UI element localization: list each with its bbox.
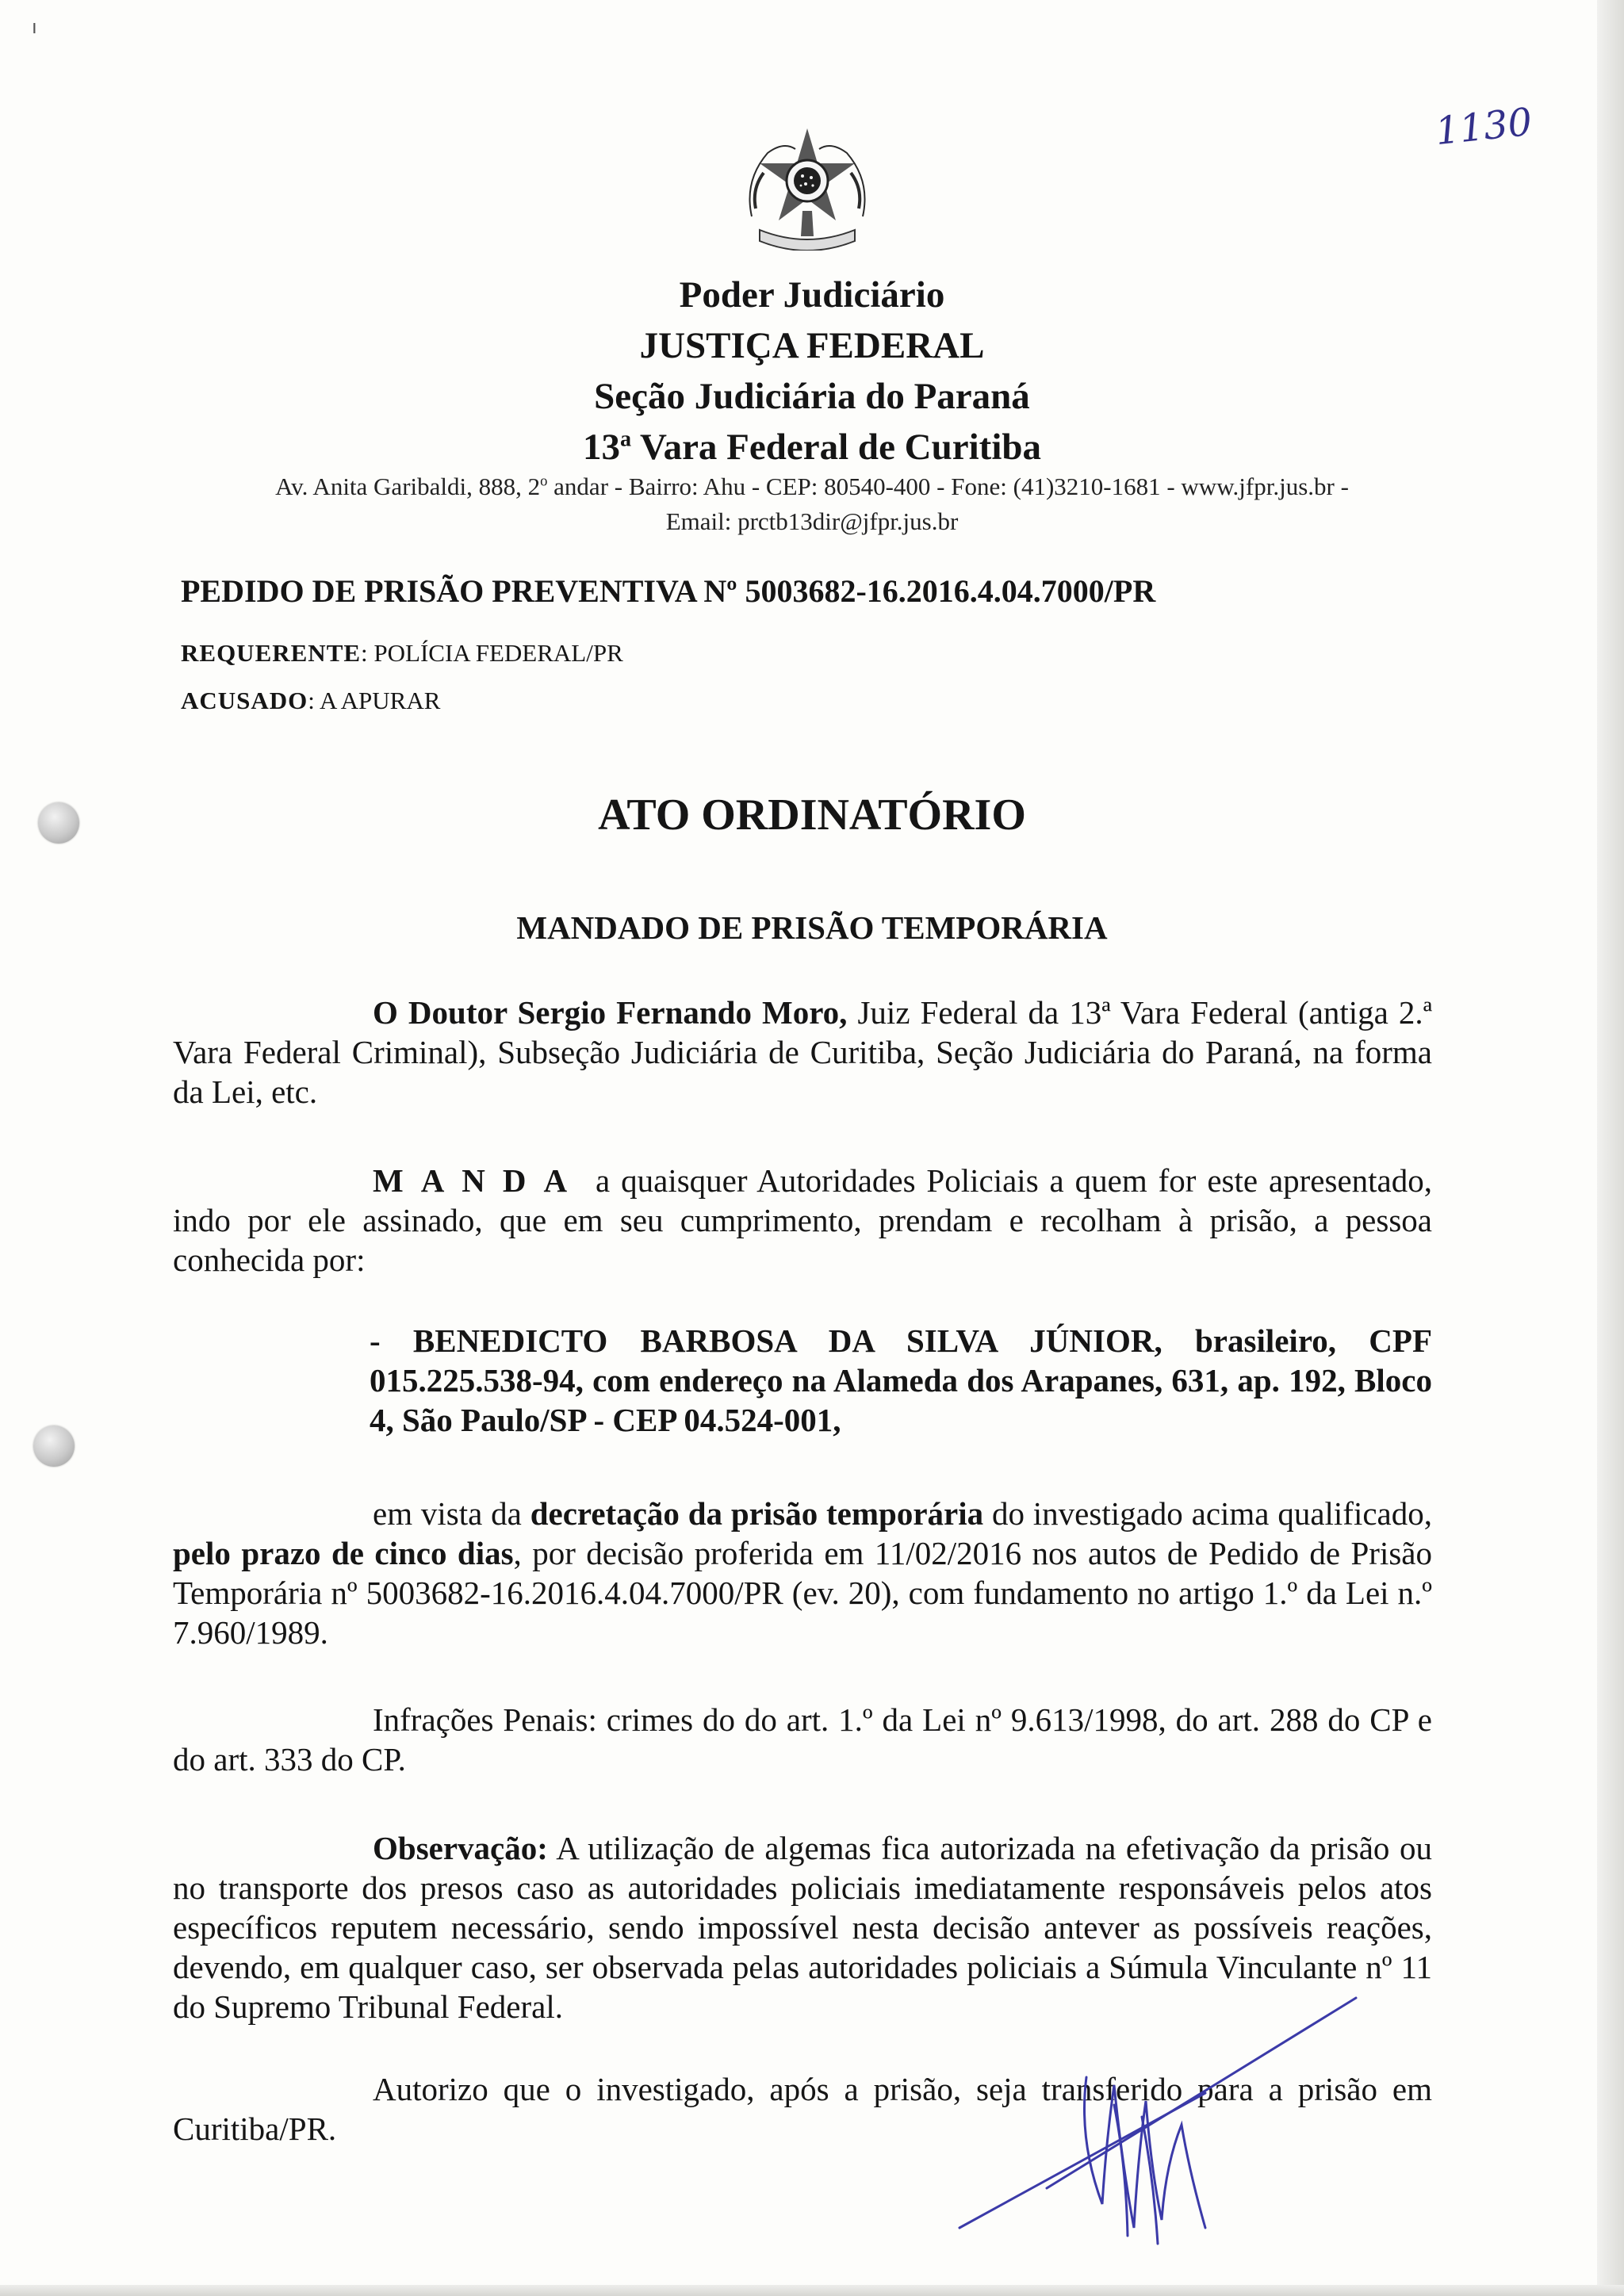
header-line-3: Seção Judiciária do Paraná xyxy=(594,376,1030,417)
header-line-4-sup: a xyxy=(619,427,632,452)
accused-person-details: - BENEDICTO BARBOSA DA SILVA JÚNIOR, brasileiro, CPF 015.225.538-94, com endereço na Alameda dos Arapanes, 631, ap. 192, Bloco 4, São Paulo/SP - CEP 04.524-001, xyxy=(370,1322,1432,1438)
manda-word: MANDA xyxy=(373,1162,585,1199)
decision-bold-1: decretação da prisão temporária xyxy=(530,1495,984,1532)
paragraph-manda xyxy=(173,1161,1432,1280)
observation-label: Observação: xyxy=(373,1830,548,1866)
requerente-line xyxy=(181,639,623,668)
header-line-4-text: Vara Federal de Curitiba xyxy=(631,427,1042,468)
document-title: ATO ORDINATÓRIO xyxy=(598,790,1026,840)
judge-name: O Doutor Sergio Fernando Moro, xyxy=(373,994,848,1031)
judge-text: Juiz Federal da 13ª Vara Federal (antiga 2.ª Vara Federal Criminal), Subseção Judiciária de Curitiba, Seção Judiciária do Paraná, na forma da Lei, etc. xyxy=(173,994,1432,1110)
punch-hole-bottom xyxy=(33,1425,75,1467)
observation-text: A utilização de algemas fica autorizada na efetivação da prisão ou no transporte dos presos caso as autoridades policiais imediatamente responsáveis pelos atos específicos reputem necessário, sendo impossível nesta decisão antever as possíveis reações, devendo, em qualquer caso, ser observada pelas autoridades policiais a Súmula Vinculante nº 11 do Supremo Tribunal Federal. xyxy=(173,1830,1432,2025)
coat-of-arms-icon xyxy=(736,125,879,251)
acusado-label: ACUSADO xyxy=(181,687,308,714)
page-bottom-edge xyxy=(0,2285,1624,2296)
manda-text: a quaisquer Autoridades Policiais a quem for este apresentado, indo por ele assinado, que em seu cumprimento, prendam e recolham à prisão, a pessoa conhecida por: xyxy=(173,1162,1432,1278)
paragraph-decision xyxy=(173,1494,1432,1652)
header-line-4-number: 13 xyxy=(582,427,620,468)
paragraph-judge xyxy=(173,993,1432,1112)
handwritten-signature xyxy=(944,1966,1388,2283)
court-header xyxy=(0,270,1624,473)
requerente-label: REQUERENTE xyxy=(181,639,362,667)
requerente-value: : POLÍCIA FEDERAL/PR xyxy=(361,639,623,667)
scan-mark: ı xyxy=(32,16,37,38)
header-line-4 xyxy=(0,422,1624,473)
decision-bold-2: pelo prazo de cinco dias xyxy=(173,1535,514,1571)
header-line-2: JUSTIÇA FEDERAL xyxy=(639,325,985,366)
address-line-1-start: Av. Anita Garibaldi, 888, 2 xyxy=(275,473,541,500)
address-line-1-end: andar - Bairro: Ahu - CEP: 80540-400 - Fone: (41)3210-1681 - www.jfpr.jus.br - xyxy=(547,473,1349,500)
header-line-1: Poder Judiciário xyxy=(679,274,945,316)
paragraph-infractions xyxy=(173,1700,1432,1779)
decision-text-3: , por decisão proferida em 11/02/2016 nos autos de Pedido de Prisão Temporária nº 5003682-16.2016.4.04.7000/PR (ev. 20), com fundamento no artigo 1.º da Lei n.º 7.960/1989. xyxy=(173,1535,1432,1651)
decision-text-1: em vista da xyxy=(373,1495,530,1532)
document-subtitle: MANDADO DE PRISÃO TEMPORÁRIA xyxy=(516,909,1108,946)
decision-text-2: do investigado acima qualificado, xyxy=(983,1495,1432,1532)
address-line-1-sup: o xyxy=(540,473,548,490)
court-address xyxy=(0,469,1624,539)
acusado-value: : A APURAR xyxy=(308,687,441,714)
acusado-line xyxy=(181,687,440,715)
address-line-2: Email: prctb13dir@jfpr.jus.br xyxy=(665,507,959,535)
address-line-1 xyxy=(0,469,1624,504)
process-number: PEDIDO DE PRISÃO PREVENTIVA Nº 5003682-16.2016.4.04.7000/PR xyxy=(181,573,1156,609)
handwritten-page-number: 1130 xyxy=(1433,99,1534,155)
infractions-text: Infrações Penais: crimes do do art. 1.º da Lei nº 9.613/1998, do art. 288 do CP e do art. 333 do CP. xyxy=(173,1701,1432,1777)
transfer-text: Autorizo que o investigado, após a prisão, seja transferido para a prisão em Curitiba/PR. xyxy=(173,2071,1432,2147)
